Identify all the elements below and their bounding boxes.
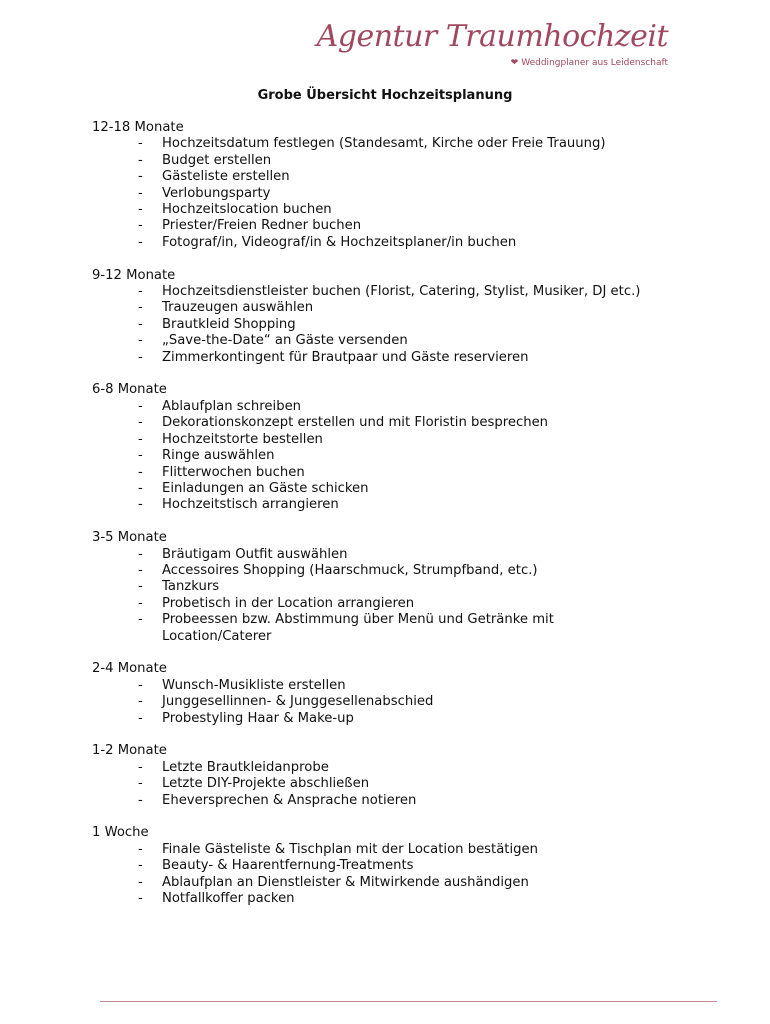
list-item <box>92 481 652 497</box>
logo-name: Agentur Traumhochzeit <box>316 19 668 54</box>
bullet-dash: - <box>138 841 143 857</box>
list-item-text: Hochzeitslocation buchen <box>162 202 332 218</box>
bullet-dash: - <box>138 431 143 447</box>
list-item <box>92 547 652 563</box>
section-heading: 3-5 Monate <box>92 530 167 546</box>
bullet-dash: - <box>138 710 143 726</box>
bullet-dash: - <box>138 480 143 496</box>
list-item-text: Ringe auswählen <box>162 448 275 464</box>
list-item-text: Fotograf/in, Videograf/in & Hochzeitsplaner/in buchen <box>162 234 517 250</box>
bullet-dash: - <box>138 677 143 693</box>
bullet-dash: - <box>138 874 143 890</box>
list-item <box>92 497 652 513</box>
logo-tagline: Weddingplaner aus Leidenschaft <box>521 58 668 68</box>
bullet-dash: - <box>138 759 143 775</box>
list-item-text: Verlobungsparty <box>162 185 271 201</box>
list-item-text: Probetisch in der Location arrangieren <box>162 595 415 611</box>
list-item <box>92 875 652 891</box>
list-item <box>92 596 652 612</box>
list-item <box>92 284 652 300</box>
list-item-text: Hochzeitsdatum festlegen (Standesamt, Kirche oder Freie Trauung) <box>162 136 606 152</box>
planning-list <box>92 120 692 924</box>
bullet-dash: - <box>138 284 143 300</box>
list-item <box>92 432 652 448</box>
timeline-section <box>92 825 692 907</box>
list-item <box>92 776 652 792</box>
section-heading: 1-2 Monate <box>92 743 167 759</box>
list-item <box>92 711 652 727</box>
task-list <box>92 284 692 366</box>
section-heading: 1 Woche <box>92 825 149 841</box>
list-item-text: Priester/Freien Redner buchen <box>162 218 362 234</box>
bullet-dash: - <box>138 464 143 480</box>
section-heading: 6-8 Monate <box>92 382 167 398</box>
footer-divider <box>100 1001 717 1002</box>
list-item-text: Ablaufplan schreiben <box>162 398 302 414</box>
list-item-text: Zimmerkontingent für Brautpaar und Gäste reservieren <box>162 349 529 365</box>
list-item <box>92 842 652 858</box>
list-item <box>92 563 652 579</box>
list-item-text: Wunsch-Musikliste erstellen <box>162 677 346 693</box>
list-item <box>92 186 652 202</box>
list-item-text: Finale Gästeliste & Tischplan mit der Location bestätigen <box>162 841 538 857</box>
bullet-dash: - <box>138 398 143 414</box>
list-item <box>92 612 652 645</box>
list-item-text: Probeessen bzw. Abstimmung über Menü und Getränke mit Location/Caterer <box>162 612 554 644</box>
list-item-text: Letzte Brautkleidanprobe <box>162 759 329 775</box>
list-item <box>92 858 652 874</box>
list-item-text: Tanzkurs <box>162 579 220 595</box>
bullet-dash: - <box>138 152 143 168</box>
list-item-text: Gästeliste erstellen <box>162 169 290 185</box>
list-item-text: Dekorationskonzept erstellen und mit Floristin besprechen <box>162 415 549 431</box>
list-item-text: Brautkleid Shopping <box>162 316 296 332</box>
list-item <box>92 399 652 415</box>
list-item-text: „Save-the-Date“ an Gäste versenden <box>162 333 408 349</box>
bullet-dash: - <box>138 792 143 808</box>
list-item <box>92 317 652 333</box>
bullet-dash: - <box>138 136 143 152</box>
list-item <box>92 300 652 316</box>
list-item-text: Trauzeugen auswählen <box>162 300 314 316</box>
section-heading: 2-4 Monate <box>92 661 167 677</box>
list-item <box>92 678 652 694</box>
bullet-dash: - <box>138 316 143 332</box>
bullet-dash: - <box>138 776 143 792</box>
bullet-dash: - <box>138 169 143 185</box>
timeline-section <box>92 743 692 809</box>
list-item <box>92 218 652 234</box>
bullet-dash: - <box>138 202 143 218</box>
bullet-dash: - <box>138 579 143 595</box>
list-item-text: Notfallkoffer packen <box>162 891 295 906</box>
list-item <box>92 153 652 169</box>
timeline-section <box>92 661 692 727</box>
bullet-dash: - <box>138 891 143 906</box>
brand-logo <box>317 18 668 69</box>
list-item <box>92 169 652 185</box>
list-item <box>92 448 652 464</box>
timeline-section <box>92 382 692 513</box>
list-item <box>92 350 652 366</box>
bullet-dash: - <box>138 546 143 562</box>
section-heading: 9-12 Monate <box>92 267 176 283</box>
bullet-dash: - <box>138 234 143 250</box>
logo-tagline-row <box>317 57 668 69</box>
list-item-text: Probestyling Haar & Make-up <box>162 710 354 726</box>
bullet-dash: - <box>138 612 143 628</box>
bullet-dash: - <box>138 562 143 578</box>
list-item-text: Bräutigam Outfit auswählen <box>162 546 348 562</box>
list-item-text: Eheversprechen & Ansprache notieren <box>162 792 417 808</box>
list-item-text: Letzte DIY-Projekte abschließen <box>162 776 370 792</box>
task-list <box>92 678 692 727</box>
list-item <box>92 579 652 595</box>
bullet-dash: - <box>138 694 143 710</box>
bullet-dash: - <box>138 218 143 234</box>
list-item-text: Ablaufplan an Dienstleister & Mitwirkende aushändigen <box>162 874 529 890</box>
list-item <box>92 202 652 218</box>
list-item-text: Budget erstellen <box>162 152 272 168</box>
timeline-section <box>92 530 692 645</box>
bullet-dash: - <box>138 333 143 349</box>
list-item-text: Junggesellinnen- & Junggesellenabschied <box>162 694 434 710</box>
task-list <box>92 399 692 514</box>
list-item-text: Einladungen an Gäste schicken <box>162 480 369 496</box>
list-item <box>92 465 652 481</box>
bullet-dash: - <box>138 185 143 201</box>
heart-icon: ❤ <box>510 58 519 68</box>
bullet-dash: - <box>138 595 143 611</box>
list-item-text: Accessoires Shopping (Haarschmuck, Strumpfband, etc.) <box>162 562 538 578</box>
section-heading: 12-18 Monate <box>92 120 184 135</box>
bullet-dash: - <box>138 415 143 431</box>
task-list <box>92 547 692 645</box>
list-item <box>92 415 652 431</box>
bullet-dash: - <box>138 349 143 365</box>
bullet-dash: - <box>138 448 143 464</box>
bullet-dash: - <box>138 497 143 513</box>
list-item-text: Hochzeitstisch arrangieren <box>162 497 339 513</box>
list-item <box>92 235 652 251</box>
list-item <box>92 760 652 776</box>
list-item <box>92 793 652 809</box>
task-list <box>92 760 692 809</box>
list-item <box>92 333 652 349</box>
list-item-text: Beauty- & Haarentfernung-Treatments <box>162 858 414 874</box>
timeline-section <box>92 120 692 251</box>
list-item <box>92 136 652 152</box>
list-item <box>92 891 652 907</box>
document-title: Grobe Übersicht Hochzeitsplanung <box>257 88 513 103</box>
list-item <box>92 694 652 710</box>
bullet-dash: - <box>138 300 143 316</box>
list-item-text: Hochzeitsdienstleister buchen (Florist, Catering, Stylist, Musiker, DJ etc.) <box>162 284 641 300</box>
task-list <box>92 136 692 251</box>
task-list <box>92 842 692 908</box>
bullet-dash: - <box>138 858 143 874</box>
list-item-text: Hochzeitstorte bestellen <box>162 431 323 447</box>
timeline-section <box>92 268 692 366</box>
list-item-text: Flitterwochen buchen <box>162 464 305 480</box>
